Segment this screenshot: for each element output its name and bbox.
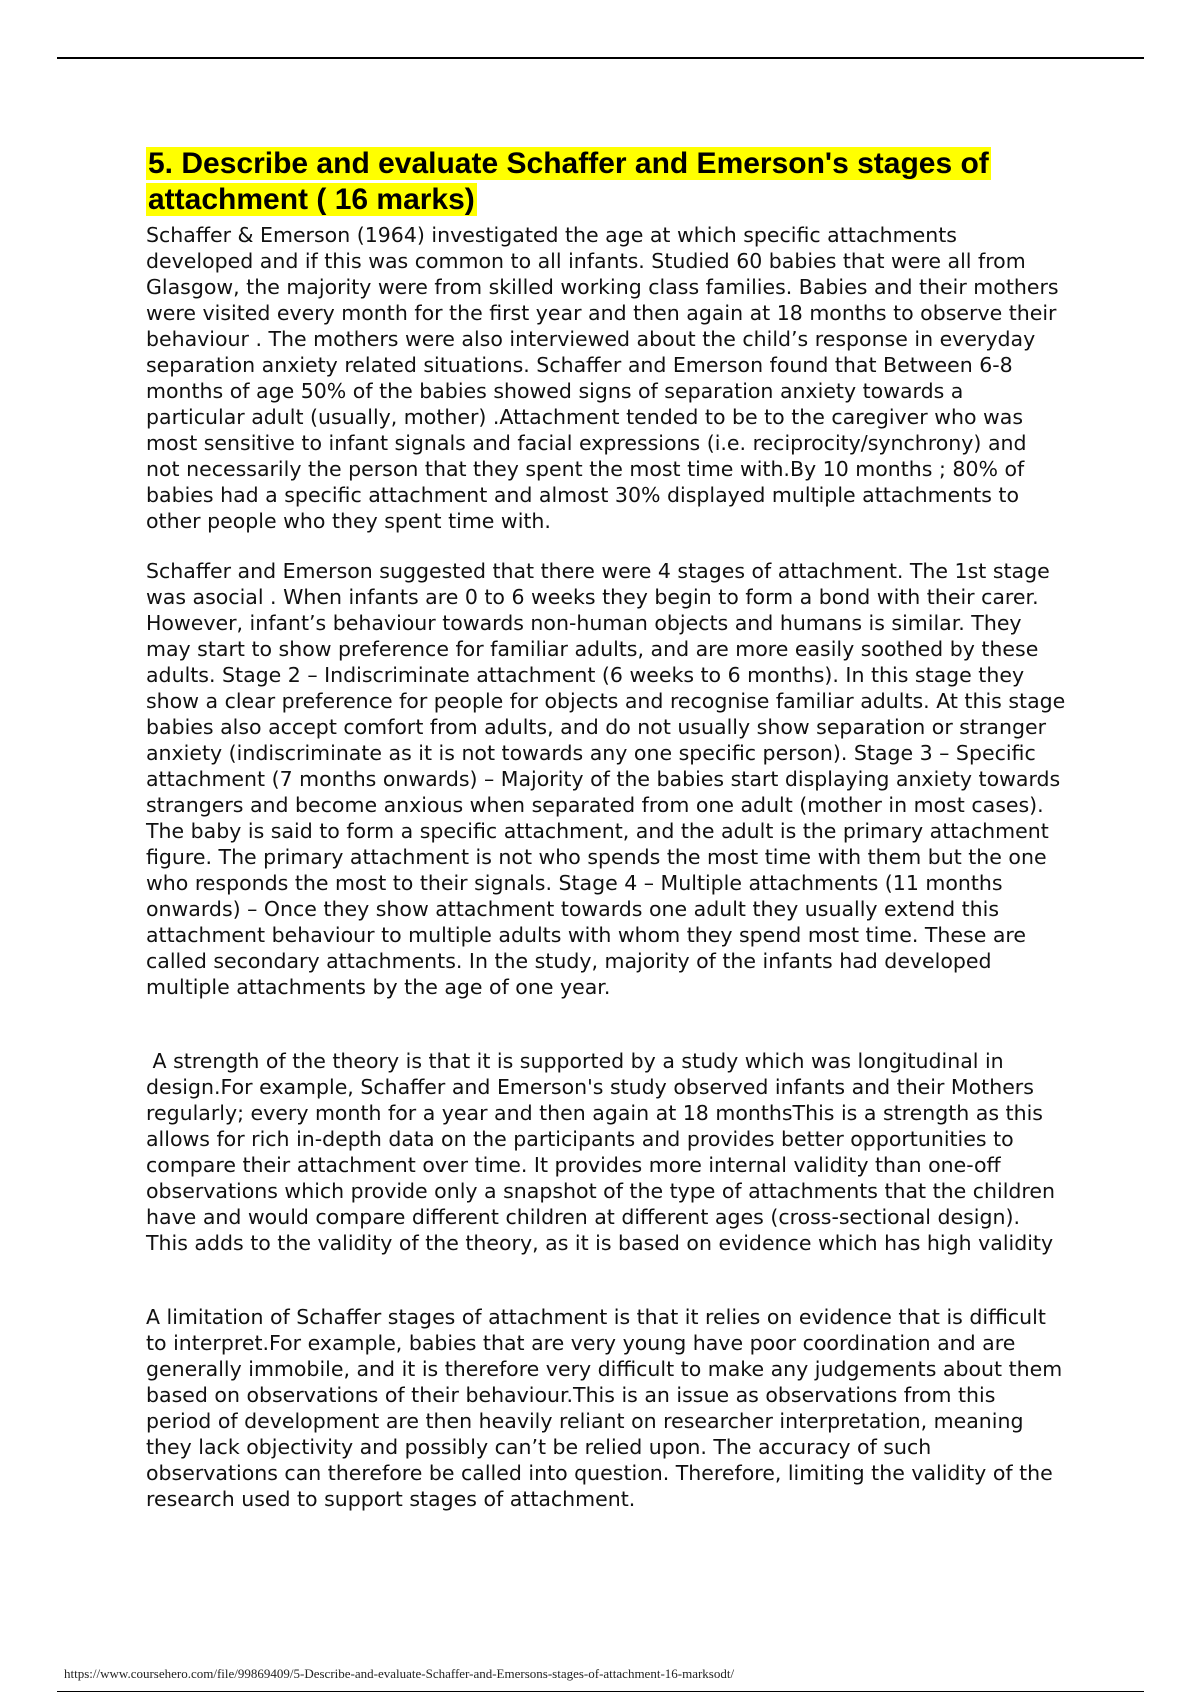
paragraph-study-summary: Schaffer & Emerson (1964) investigated the age at which specific attachments developed and if this was common to all infants. Studied 60 babies that were all from Glasgow, the majority were from skilled working class families. Babies and their mothers were visited every month for the first year and then again at 18 months to observe their behaviour . The mothers were also interviewed about the child’s response in everyday separation anxiety related situations. Schaffer and Emerson found that Between 6-8 months of age 50% of the babies showed signs of separation anxiety towards a particular adult (usually, mother) .Attachment tended to be to the caregiver who was most sensitive to infant signals and facial expressions (i.e. reciprocity/synchrony) and not necessarily the person that they spent the most time with.By 10 months ; 80% of babies had a specific attachment and almost 30% displayed multiple attachments to other people who they spent time with. (146, 223, 1059, 533)
paragraph-stages: Schaffer and Emerson suggested that there were 4 stages of attachment. The 1st stage was asocial . When infants are 0 to 6 weeks they begin to form a bond with their carer. However, infant’s behaviour towards non-human objects and humans is similar. They may start to show preference for familiar adults, and are more easily soothed by these adults. Stage 2 – Indiscriminate attachment (6 weeks to 6 months). In this stage they show a clear preference for people for objects and recognise familiar adults. At this stage babies also accept comfort from adults, and do not usually show separation or stranger anxiety (indiscriminate as it is not towards any one specific person). Stage 3 – Specific attachment (7 months onwards) – Majority of the babies start displaying anxiety towards strangers and become anxious when separated from one adult (mother in most cases). The baby is said to form a specific attachment, and the adult is the primary attachment figure. The primary attachment is not who spends the most time with them but the one who responds the most to their signals. Stage 4 – Multiple attachments (11 months onwards) – Once they show attachment towards one adult they usually extend this attachment behaviour to multiple adults with whom they spend most time. These are called secondary attachments. In the study, majority of the infants had developed multiple attachments by the age of one year. (146, 559, 1066, 999)
document-body (146, 146, 1066, 1512)
paragraph-spacer (146, 534, 1066, 558)
paragraph-strength: A strength of the theory is that it is supported by a study which was longitudinal in design.For example, Schaffer and Emerson's study observed infants and their Mothers regularly; every month for a year and then again at 18 monthsThis is a strength as this allows for rich in-depth data on the participants and provides better opportunities to compare their attachment over time. It provides more internal validity than one-off observations which provide only a snapshot of the type of attachments that the children have and would compare different children at different ages (cross-sectional design). This adds to the validity of the theory, as it is based on evidence which has high validity (146, 1049, 1062, 1255)
paragraph-spacer (146, 1000, 1066, 1048)
title-highlight: 5. Describe and evaluate Schaffer and Emerson's stages of attachment ( 16 marks) (148, 147, 989, 216)
paragraph-limitation: A limitation of Schaffer stages of attachment is that it relies on evidence that is difficult to interpret.For example, babies that are very young have poor coordination and are generally immobile, and it is therefore very difficult to make any judgements about them based on observations of their behaviour.This is an issue as observations from this period of development are then heavily reliant on researcher interpretation, meaning they lack objectivity and possibly can’t be relied upon. The accuracy of such observations can therefore be called into question. Therefore, limiting the validity of the research used to support stages of attachment. (146, 1305, 1063, 1511)
bottom-divider (57, 1691, 1144, 1692)
top-divider (57, 57, 1144, 59)
source-url-footer: https://www.coursehero.com/file/99869409/5-Describe-and-evaluate-Schaffer-and-Emersons-stages-of-attachment-16-marksodt/ (64, 1666, 735, 1681)
paragraph-spacer (146, 1256, 1066, 1304)
question-title (146, 146, 1066, 218)
